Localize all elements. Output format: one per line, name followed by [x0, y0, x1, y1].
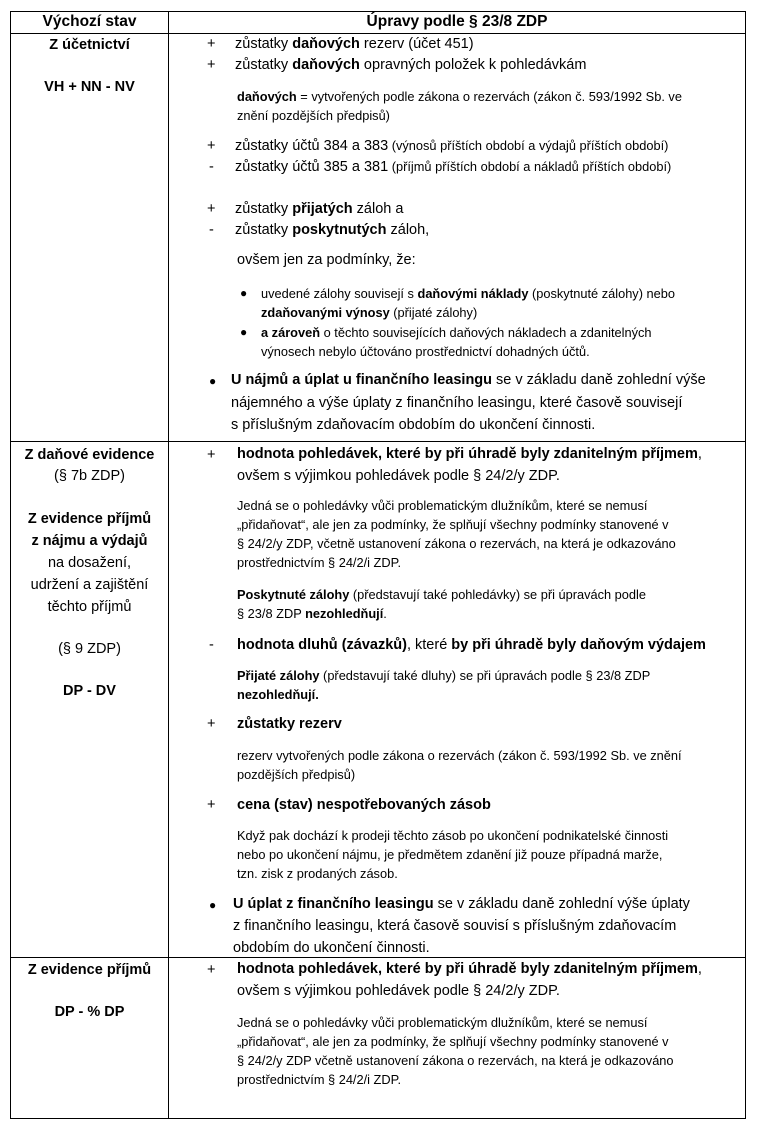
row2-title-income-records-cont: z nájmu a výdajů [31, 533, 148, 549]
receivables-note: Jedná se o pohledávky vůči problematickým dlužníkům, které se nemusí [237, 1015, 648, 1030]
row2-desc: těchto příjmů [47, 599, 132, 615]
row2-desc: udržení a zajištění [30, 577, 149, 593]
reserves-text: zůstatky rezerv [237, 716, 342, 732]
sign-minus: - [209, 222, 214, 238]
sign-plus: + [207, 201, 216, 217]
sign-minus: - [209, 159, 214, 175]
leasing-text: U nájmů a úplat u finančního leasingu se v základu daně zohlední výše [231, 372, 706, 388]
stock-text: cena (stav) nespotřebovaných zásob [237, 797, 491, 813]
bullet-text-cont: zdaňovanými výnosy (přijaté zálohy) [261, 305, 478, 320]
bullet-icon: ● [240, 286, 248, 300]
bullet-text: a zároveň o těchto souvisejících daňových nákladech a zdanitelných [261, 325, 652, 340]
receivables-text: hodnota pohledávek, které by při úhradě byly zdanitelným příjmem, [237, 961, 702, 977]
receivables-text: hodnota pohledávek, které by při úhradě byly zdanitelným příjmem, [237, 446, 702, 462]
column-divider [168, 12, 169, 1118]
item-accounts-385-381: zůstatky účtů 385 a 381 (příjmů příštích období a nákladů příštích období) [235, 159, 672, 175]
receivables-note: prostřednictvím § 24/2/i ZDP. [237, 1072, 402, 1087]
note-tax-definition: daňových = vytvořených podle zákona o rezervách (zákon č. 593/1992 Sb. ve [237, 89, 682, 104]
bullet-icon: ● [209, 898, 217, 912]
receivables-note: „přidaňovat“, ale jen za podmínky, že splňují všechny podmínky stanovené v [237, 517, 669, 532]
leasing-text-cont: nájemného a výše úplaty z finančního leasingu, které časově souvisejí [231, 395, 683, 411]
row3-formula: DP - % DP [54, 1004, 125, 1020]
row2-sub-7b: (§ 7b ZDP) [54, 468, 125, 484]
condition-text: ovšem jen za podmínky, že: [237, 252, 416, 268]
row2-title-income-records: Z evidence příjmů [27, 511, 152, 527]
reserves-note: rezerv vytvořených podle zákona o rezervách (zákon č. 593/1992 Sb. ve znění [237, 748, 682, 763]
sign-plus: + [207, 797, 216, 813]
bullet-icon: ● [240, 325, 248, 339]
stock-note-cont: nebo po ukončení nájmu, je předmětem zdanění již pouze případná marže, [237, 847, 663, 862]
receivables-note: § 24/2/y ZDP včetně ustanovení zákona o rezervách, na která je odkazováno [237, 1053, 674, 1068]
sign-plus: + [207, 962, 216, 978]
receivables-text-cont: ovšem s výjimkou pohledávek podle § 24/2/y ZDP. [237, 468, 560, 484]
stock-note-cont: tzn. zisk z prodaných zásob. [237, 866, 398, 881]
leasing-text-cont: s příslušným zdaňovacím obdobím do ukončení činnosti. [231, 417, 596, 433]
row-divider-2 [11, 957, 745, 958]
row2-desc: na dosažení, [47, 555, 132, 571]
sign-plus: + [207, 138, 216, 154]
sign-plus: + [207, 716, 216, 732]
bullet-icon: ● [209, 374, 217, 388]
debts-text: hodnota dluhů (závazků), které by při úhradě byly daňovým výdajem [237, 637, 706, 653]
item-tax-allowances: zůstatky daňových opravných položek k pohledávkám [235, 57, 587, 73]
advances-received-note: Přijaté zálohy (představují také dluhy) se při úpravách podle § 23/8 ZDP [237, 668, 651, 683]
leasing-text: U úplat z finančního leasingu se v základu daně zohlední výše úplaty [233, 896, 690, 912]
bullet-text: uvedené zálohy souvisejí s daňovými náklady (poskytnuté zálohy) nebo [261, 286, 675, 301]
item-advances-given: zůstatky poskytnutých záloh, [235, 222, 430, 238]
receivables-text-cont: ovšem s výjimkou pohledávek podle § 24/2/y ZDP. [237, 983, 560, 999]
bullet-text-cont: výnosech nebylo účtováno prostřednictví dohadných účtů. [261, 344, 590, 359]
row2-sub-9: (§ 9 ZDP) [58, 641, 121, 657]
header-divider [11, 33, 745, 34]
item-tax-reserves: zůstatky daňových rezerv (účet 451) [235, 36, 474, 52]
receivables-note: „přidaňovat“, ale jen za podmínky, že splňují všechny podmínky stanovené v [237, 1034, 669, 1049]
advances-given-note: Poskytnuté zálohy (představují také pohledávky) se při úpravách podle [237, 587, 646, 602]
header-col-initial-state: Výchozí stav [42, 13, 137, 30]
advances-given-note-cont: § 23/8 ZDP nezohledňují. [237, 606, 387, 621]
sign-plus: + [207, 36, 216, 52]
item-accounts-384-383: zůstatky účtů 384 a 383 (výnosů příštích období a výdajů příštích období) [235, 138, 669, 154]
row1-title: Z účetnictví [49, 37, 130, 53]
receivables-note: Jedná se o pohledávky vůči problematickým dlužníkům, které se nemusí [237, 498, 648, 513]
note-tax-definition-cont: znění pozdějších předpisů) [237, 108, 390, 123]
row3-title: Z evidence příjmů [27, 962, 152, 978]
header-col-adjustments: Úpravy podle § 23/8 ZDP [366, 13, 548, 30]
leasing-text-cont: obdobím do ukončení činnosti. [233, 940, 430, 956]
sign-minus: - [209, 637, 214, 653]
reserves-note-cont: pozdějších předpisů) [237, 767, 356, 782]
stock-note: Když pak dochází k prodeji těchto zásob po ukončení podnikatelské činnosti [237, 828, 669, 843]
row1-formula: VH + NN - NV [44, 79, 135, 95]
sign-plus: + [207, 447, 216, 463]
row2-title-tax-records: Z daňové evidence [24, 447, 155, 463]
item-advances-received: zůstatky přijatých záloh a [235, 201, 404, 217]
receivables-note: § 24/2/y ZDP, včetně ustanovení zákona o rezervách, na která je odkazováno [237, 536, 676, 551]
row-divider-1 [11, 441, 745, 442]
receivables-note: prostřednictvím § 24/2/i ZDP. [237, 555, 402, 570]
leasing-text-cont: z finančního leasingu, která časově souvisí s příslušným zdaňovacím [233, 918, 677, 934]
sign-plus: + [207, 57, 216, 73]
row2-formula: DP - DV [63, 683, 116, 699]
adjustments-table [10, 11, 746, 1119]
advances-received-note-cont: nezohledňují. [237, 687, 319, 702]
